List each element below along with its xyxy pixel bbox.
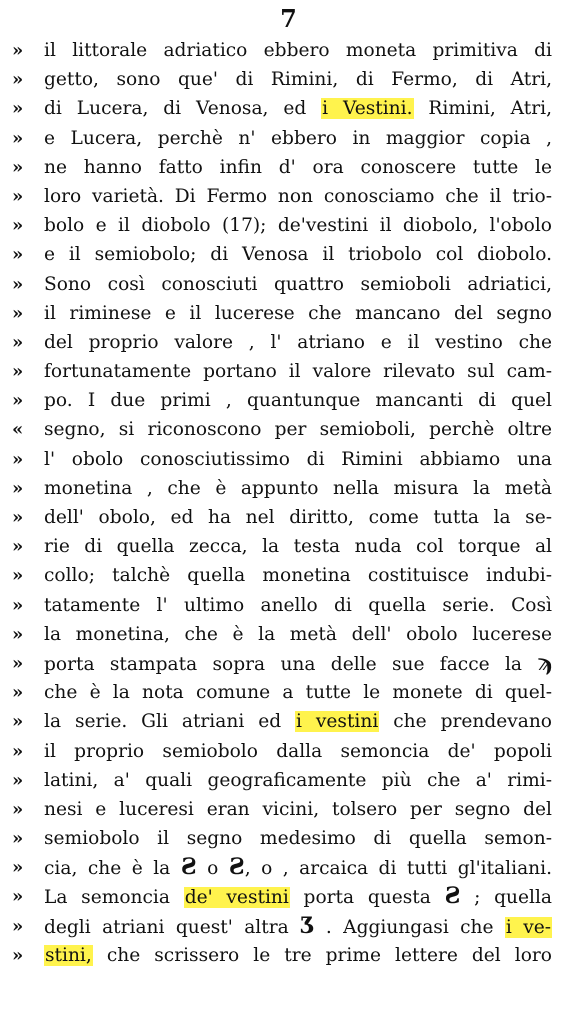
text-line — [0, 620, 577, 649]
text-segment: loro varietà. Di Fermo non conosciamo che il trio- — [44, 185, 552, 207]
text-segment: la serie. Gli atriani ed — [44, 711, 296, 733]
quote-mark: » — [12, 390, 24, 412]
text-line — [0, 882, 577, 911]
quote-mark: » — [12, 156, 24, 178]
line-text — [44, 270, 552, 299]
line-text — [44, 240, 552, 269]
text-segment: semiobolo il segno medesimo di quella semon- — [44, 828, 552, 850]
text-segment: e il semiobolo; di Venosa il triobolo col diobolo. — [44, 244, 552, 266]
text-segment: Rimini, Atri, — [413, 98, 552, 120]
text-segment: che prendevano — [379, 711, 552, 733]
text-segment: La semoncia — [44, 887, 184, 909]
text-line — [0, 737, 577, 766]
highlighted-text: de' vestini — [184, 887, 289, 909]
quote-mark: » — [12, 652, 24, 674]
text-line — [0, 795, 577, 824]
text-segment: Sono così conosciuti quattro semioboli adriatici, — [44, 273, 552, 295]
text-line — [0, 503, 577, 532]
line-text — [44, 678, 552, 707]
text-segment: porta stampata sopra una delle sue facce la — [44, 653, 538, 675]
text-line — [0, 94, 577, 123]
text-line — [0, 240, 577, 269]
quote-mark: » — [12, 828, 24, 850]
line-text — [44, 591, 552, 620]
quote-mark: » — [12, 857, 24, 879]
quote-mark: » — [12, 69, 24, 91]
quote-mark: » — [12, 215, 24, 237]
quote-mark: » — [12, 302, 24, 324]
highlighted-text: i vestini — [296, 711, 379, 733]
text-segment: getto, sono que' di Rimini, di Fermo, di Atri, — [44, 69, 552, 91]
quote-mark: » — [12, 98, 24, 120]
text-segment: l' obolo conosciutissimo di Rimini abbiamo una — [44, 448, 552, 470]
line-text — [44, 36, 552, 65]
highlighted-text: stini, — [45, 944, 92, 966]
text-line — [0, 124, 577, 153]
text-segment: degli atriani quest' altra — [44, 916, 301, 938]
quote-mark: » — [12, 40, 24, 61]
line-text — [44, 65, 552, 94]
text-line — [0, 65, 577, 94]
line-text — [44, 182, 552, 211]
text-line — [0, 153, 577, 182]
quote-mark: » — [12, 507, 24, 528]
line-text — [44, 795, 552, 824]
text-segment: porta questa — [289, 887, 445, 909]
text-segment: il riminese e il lucerese che mancano del segno — [44, 302, 552, 324]
text-segment: . Aggiungasi che — [314, 916, 505, 938]
line-text — [44, 211, 552, 240]
line-text — [44, 357, 552, 386]
numeral-sign: Ʒ — [300, 912, 315, 939]
line-text — [44, 912, 552, 941]
line-text — [44, 882, 552, 911]
text-line — [0, 649, 577, 678]
line-text — [44, 737, 552, 766]
quote-mark: » — [12, 798, 24, 820]
quote-mark: » — [12, 448, 24, 470]
text-segment: po. I due primi , quantunque mancanti di quel — [44, 390, 552, 412]
text-line — [0, 211, 577, 240]
text-line — [0, 270, 577, 299]
numeral-sign: Ƨ — [180, 854, 197, 881]
text-segment: fortunatamente portano il valore rilevato sul cam- — [44, 361, 552, 383]
line-text — [44, 445, 552, 474]
text-line — [0, 474, 577, 503]
text-line — [0, 299, 577, 328]
numeral-sign: Ƨ — [444, 883, 461, 910]
highlighted-text: i Vestini. — [322, 98, 413, 120]
line-text — [44, 561, 552, 590]
line-text — [44, 824, 552, 853]
text-line — [0, 912, 577, 941]
quote-mark: » — [12, 886, 24, 908]
text-block — [0, 36, 577, 970]
text-line — [0, 853, 577, 882]
text-segment: il littorale adriatico ebbero moneta primitiva di — [44, 40, 552, 61]
line-text — [44, 707, 552, 736]
text-line — [0, 386, 577, 415]
line-text — [44, 94, 552, 123]
text-segment: ne hanno fatto infin d' ora conoscere tutte le — [44, 156, 552, 178]
text-line — [0, 357, 577, 386]
quote-mark: » — [12, 127, 24, 149]
line-text — [44, 124, 552, 153]
text-segment: che scrissero le tre prime lettere del loro — [92, 944, 552, 966]
highlighted-text: i ve- — [505, 916, 551, 938]
quote-mark: » — [12, 944, 24, 966]
line-text — [44, 503, 552, 532]
line-text — [44, 474, 552, 503]
text-line — [0, 532, 577, 561]
quote-mark: » — [12, 711, 24, 733]
text-segment: monetina , che è appunto nella misura la metà — [44, 477, 552, 499]
text-segment: che è la nota comune a tutte le monete di quel- — [44, 682, 552, 704]
quote-mark: » — [12, 331, 24, 353]
quote-mark: » — [12, 477, 24, 499]
text-line — [0, 824, 577, 853]
text-line — [0, 591, 577, 620]
line-text — [44, 299, 552, 328]
text-line — [0, 36, 577, 65]
text-line — [0, 766, 577, 795]
text-segment: nesi e luceresi eran vicini, tolsero per segno del — [44, 798, 552, 820]
quote-mark: » — [12, 565, 24, 587]
text-segment: collo; talchè quella monetina costituisce indubi- — [44, 565, 552, 587]
text-segment: di Lucera, di Venosa, ed — [44, 98, 322, 120]
line-text — [44, 853, 552, 882]
quote-mark: » — [12, 536, 24, 558]
quote-mark: » — [12, 915, 24, 937]
quote-mark: » — [12, 682, 24, 704]
line-text — [44, 415, 552, 444]
text-line — [0, 678, 577, 707]
text-segment: cia, che è la — [44, 858, 181, 880]
text-segment: segno, si riconoscono per semioboli, perchè oltre — [44, 419, 552, 441]
text-segment: latini, a' quali geograficamente più che a' rimi- — [44, 769, 552, 791]
text-segment: la monetina, che è la metà dell' obolo lucerese — [44, 623, 552, 645]
quote-mark: » — [12, 769, 24, 791]
text-line — [0, 561, 577, 590]
quote-mark: » — [12, 185, 24, 207]
text-line — [0, 415, 577, 444]
quote-mark: » — [12, 594, 24, 616]
numeral-sign: Ƨ — [228, 854, 245, 881]
text-line — [0, 941, 577, 970]
text-line — [0, 707, 577, 736]
text-segment: rie di quella zecca, la testa nuda col torque al — [44, 536, 552, 558]
text-segment: , o , arcaica di tutti gl'italiani. — [244, 858, 552, 880]
quote-mark: » — [12, 273, 24, 295]
text-line — [0, 182, 577, 211]
text-segment: o — [196, 858, 229, 880]
quote-mark: » — [12, 361, 24, 383]
text-segment: del proprio valore , l' atriano e il vestino che — [44, 331, 552, 353]
quote-mark: » — [12, 623, 24, 645]
text-line — [0, 445, 577, 474]
line-text — [44, 153, 552, 182]
text-segment: tatamente l' ultimo anello di quella serie. Così — [44, 594, 552, 616]
page-number: 7 — [280, 4, 297, 33]
text-segment: il proprio semiobolo dalla semoncia de' popoli — [44, 740, 552, 762]
line-text — [44, 328, 552, 357]
text-segment: ; quella — [460, 887, 552, 909]
text-segment: dell' obolo, ed ha nel diritto, come tutta la se- — [44, 507, 552, 528]
text-segment: e Lucera, perchè n' ebbero in maggior copia , — [44, 127, 552, 149]
quote-mark: « — [12, 419, 24, 441]
line-text — [44, 649, 552, 678]
text-line — [0, 328, 577, 357]
quote-mark: » — [12, 740, 24, 762]
line-text — [44, 941, 552, 970]
line-text — [44, 532, 552, 561]
text-segment: bolo e il diobolo (17); de'vestini il diobolo, l'obolo — [44, 215, 552, 237]
line-text — [44, 620, 552, 649]
line-text — [44, 766, 552, 795]
quote-mark: » — [12, 244, 24, 266]
line-text — [44, 386, 552, 415]
numeral-sign: ϡ — [537, 649, 552, 676]
